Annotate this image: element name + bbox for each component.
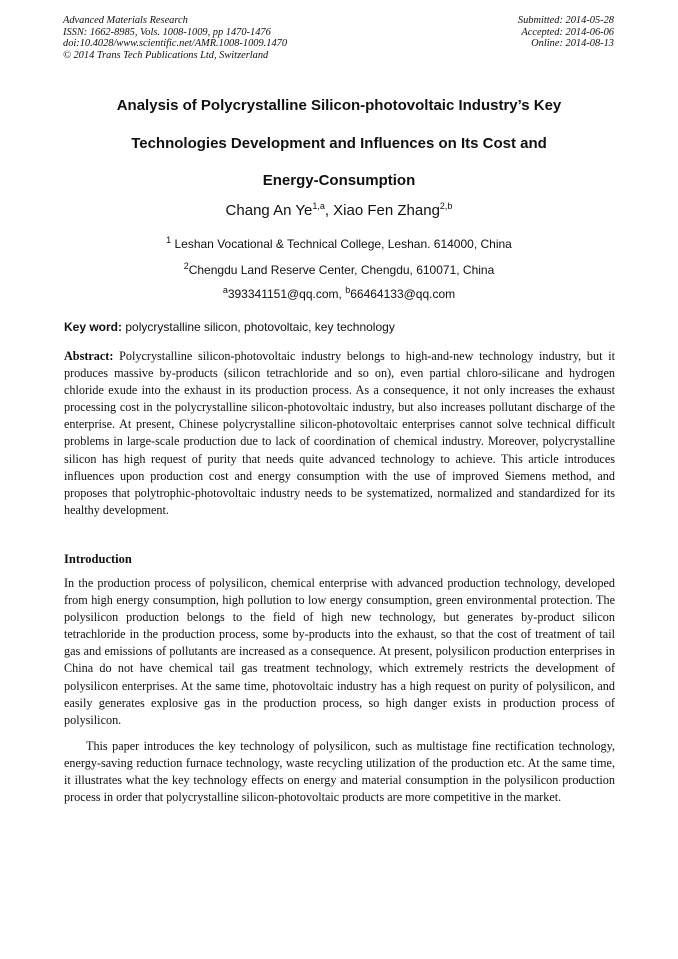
- title-line: Technologies Development and Influences on Its Cost and: [131, 134, 547, 152]
- submission-dates: [518, 15, 614, 50]
- abstract-text: Polycrystalline silicon-photovoltaic industry belongs to high-and-new technology industry, but it produces massive by-products (silicon tetrachloride and so on), even partial chloro-silicane and hydrogen chloride exude into the exhaust in its production process. As a consequence, it not only increases the exhaust processing cost in the polycrystalline silicon-photovoltaic industry, but also increases pollutant discharge of the enterprise. At present, Chinese polycrystalline silicon-photovoltaic enterprises cannot solve technical difficult problems in large-scale production due to lack of coordination of chemical industry. Moreover, polycrystalline silicon has high request of purity that needs quite advanced technology to achieve. This article introduces influences upon production cost and energy consumption with the use of improved Siemens method, and proposes that polytrophic-photovoltaic industry needs to be systematized, normalized and standardized for its healthy development.: [64, 349, 615, 517]
- journal-name: Advanced Materials Research: [63, 15, 188, 26]
- doi-line: doi:10.4028/www.scientific.net/AMR.1008-1009.1470: [63, 38, 288, 50]
- keywords: [64, 320, 395, 335]
- paper-title: [40, 87, 638, 200]
- email-mark: a: [222, 285, 228, 295]
- abstract: [64, 348, 615, 519]
- copyright-line: © 2014 Trans Tech Publications Ltd, Switzerland: [63, 49, 269, 61]
- affiliation: [0, 263, 678, 278]
- email-address: 66464133@qq.com: [350, 287, 456, 301]
- keywords-text: polycrystalline silicon, photovoltaic, key technology: [122, 320, 395, 334]
- title-line: Energy-Consumption: [262, 172, 416, 189]
- author-separator: ,: [324, 202, 334, 219]
- author-affiliation-mark: 1,a: [312, 201, 325, 211]
- issn-line: ISSN: 1662-8985, Vols. 1008-1009, pp 1470-1476: [63, 26, 271, 38]
- section-heading: Introduction: [64, 552, 132, 566]
- keywords-label: Key word:: [64, 320, 123, 334]
- submitted-date: Submitted: 2014-05-28: [517, 15, 614, 26]
- affiliation-text: Leshan Vocational & Technical College, Leshan. 614000, China: [171, 237, 512, 251]
- affiliation-number: 1: [166, 235, 172, 245]
- email-mark: b: [345, 285, 351, 295]
- affiliation: [0, 237, 678, 252]
- affiliation-number: 2: [183, 261, 189, 271]
- online-date: Online: 2014-08-13: [531, 38, 614, 50]
- author-emails: [0, 287, 678, 302]
- abstract-label: Abstract:: [64, 349, 114, 363]
- author-list: [0, 201, 678, 221]
- author-name: Chang An Ye: [225, 202, 313, 219]
- journal-info: [63, 15, 287, 61]
- email-separator: ,: [338, 287, 346, 301]
- author-name: Xiao Fen Zhang: [333, 202, 440, 219]
- accepted-date: Accepted: 2014-06-06: [521, 26, 614, 38]
- intro-paragraph: In the production process of polysilicon, chemical enterprise with advanced production technology, developed from high energy consumption, high pollution to low energy consumption, green environmental protection. The polysilicon production belongs to the field of high new technology, but generates by-product silicon tetrachloride in the production process, some by-products into the exhaust, so that the cost of treatment of tail gas and emissions of pollutants are increased as a consequence. At present, polysilicon production enterprises in China do not have chemical tail gas treatment technology, which extremely restricts the development of polysilicon enterprises. At the same time, photovoltaic industry has a high request on purity of polysilicon, and easily generates explosive gas in the production process, so high danger exists in production process of polysilicon.: [64, 576, 615, 727]
- intro-paragraph: This paper introduces the key technology of polysilicon, such as multistage fine rectification technology, energy-saving reduction furnace technology, waste recycling utilization of the production etc. At the same time, it illustrates what the key technology effects on energy and material consumption in the polysilicon production process in order that polycrystalline silicon-photovoltaic products are more competitive in the market.: [64, 739, 615, 805]
- author-affiliation-mark: 2,b: [439, 201, 453, 211]
- affiliation-text: Chengdu Land Reserve Center, Chengdu, 610071, China: [188, 263, 495, 277]
- email-address: 393341151@qq.com: [227, 287, 339, 301]
- title-line: Analysis of Polycrystalline Silicon-photovoltaic Industry’s Key: [116, 97, 562, 114]
